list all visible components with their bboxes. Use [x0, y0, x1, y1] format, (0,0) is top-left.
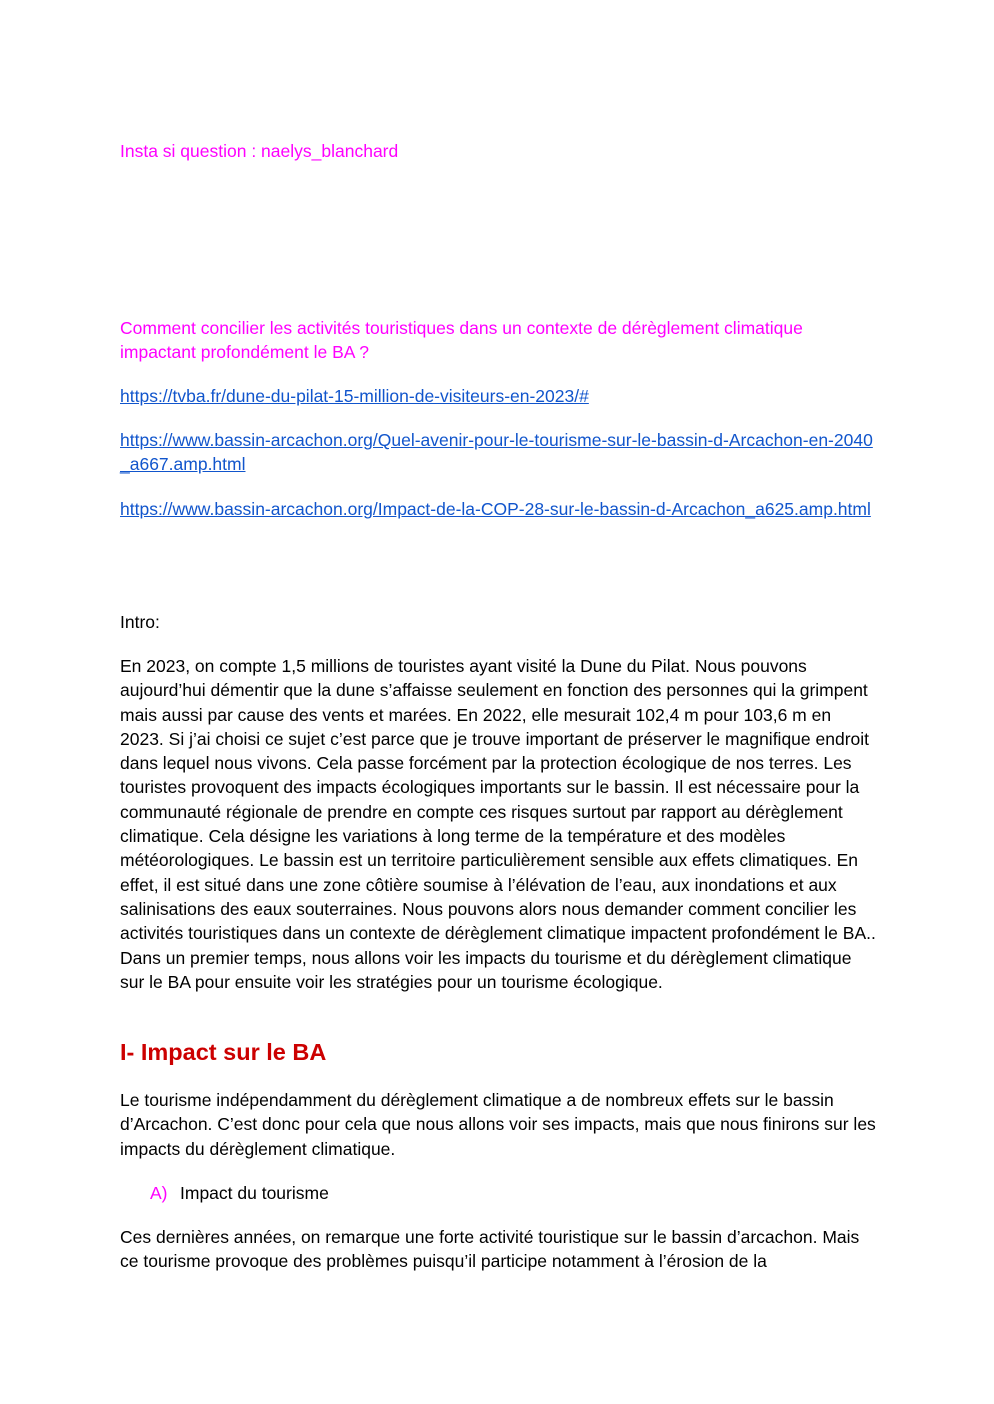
- subsection-item: [150, 1181, 329, 1205]
- intro-label: Intro:: [120, 612, 160, 632]
- contact-line: Insta si question : naelys_blanchard: [120, 141, 399, 161]
- source-link-3[interactable]: https://www.bassin-arcachon.org/Impact-de-la-COP-28-sur-le-bassin-d-Arcachon_a625.amp.html: [120, 499, 871, 519]
- research-question: Comment concilier les activités touristiques dans un contexte de dérèglement climatique impactant profondément le BA ?: [120, 318, 803, 363]
- section-paragraph-2: Ces dernières années, on remarque une forte activité touristique sur le bassin d’arcachon. Mais ce tourisme provoque des problèmes puisqu’il participe notamment à l’érosion de la: [120, 1227, 860, 1272]
- source-link-1[interactable]: https://tvba.fr/dune-du-pilat-15-million-de-visiteurs-en-2023/#: [120, 386, 589, 406]
- source-link-2[interactable]: https://www.bassin-arcachon.org/Quel-avenir-pour-le-tourisme-sur-le-bassin-d-Arcachon-en-2040_a667.amp.html: [120, 430, 873, 475]
- section-heading: I- Impact sur le BA: [120, 1039, 327, 1065]
- intro-paragraph: En 2023, on compte 1,5 millions de touristes ayant visité la Dune du Pilat. Nous pouvons aujourd’hui démentir que la dune s’affaisse seulement en fonction des personnes qui la grimpent mais aussi par cause des vents et marées. En 2022, elle mesurait 102,4 m pour 103,6 m en 2023. Si j’ai choisi ce sujet c’est parce que je trouve important de préserver le magnifique endroit dans lequel nous vivons. Cela passe forcément par la protection écologique de nos terres. Les touristes provoquent des impacts écologiques importants sur le bassin. Il est nécessaire pour la communauté régionale de prendre en compte ces risques surtout par rapport au dérèglement climatique. Cela désigne les variations à long terme de la température et des modèles météorologiques. Le bassin est un territoire particulièrement sensible aux effets climatiques. En effet, il est situé dans une zone côtière soumise à l’élévation de l’eau, aux inondations et aux salinisations des eaux souterraines. Nous pouvons alors nous demander comment concilier les activités touristiques dans un contexte de dérèglement climatique impactent profondément le BA.. Dans un premier temps, nous allons voir les impacts du tourisme et du dérèglement climatique sur le BA pour ensuite voir les stratégies pour un tourisme écologique.: [120, 656, 876, 992]
- section-paragraph: Le tourisme indépendamment du dérèglement climatique a de nombreux effets sur le bassin d’Arcachon. C’est donc pour cela que nous allons voir ses impacts, mais que nous finirons sur les impacts du dérèglement climatique.: [120, 1090, 876, 1159]
- subsection-title: Impact du tourisme: [180, 1183, 329, 1203]
- list-marker: A): [150, 1183, 168, 1203]
